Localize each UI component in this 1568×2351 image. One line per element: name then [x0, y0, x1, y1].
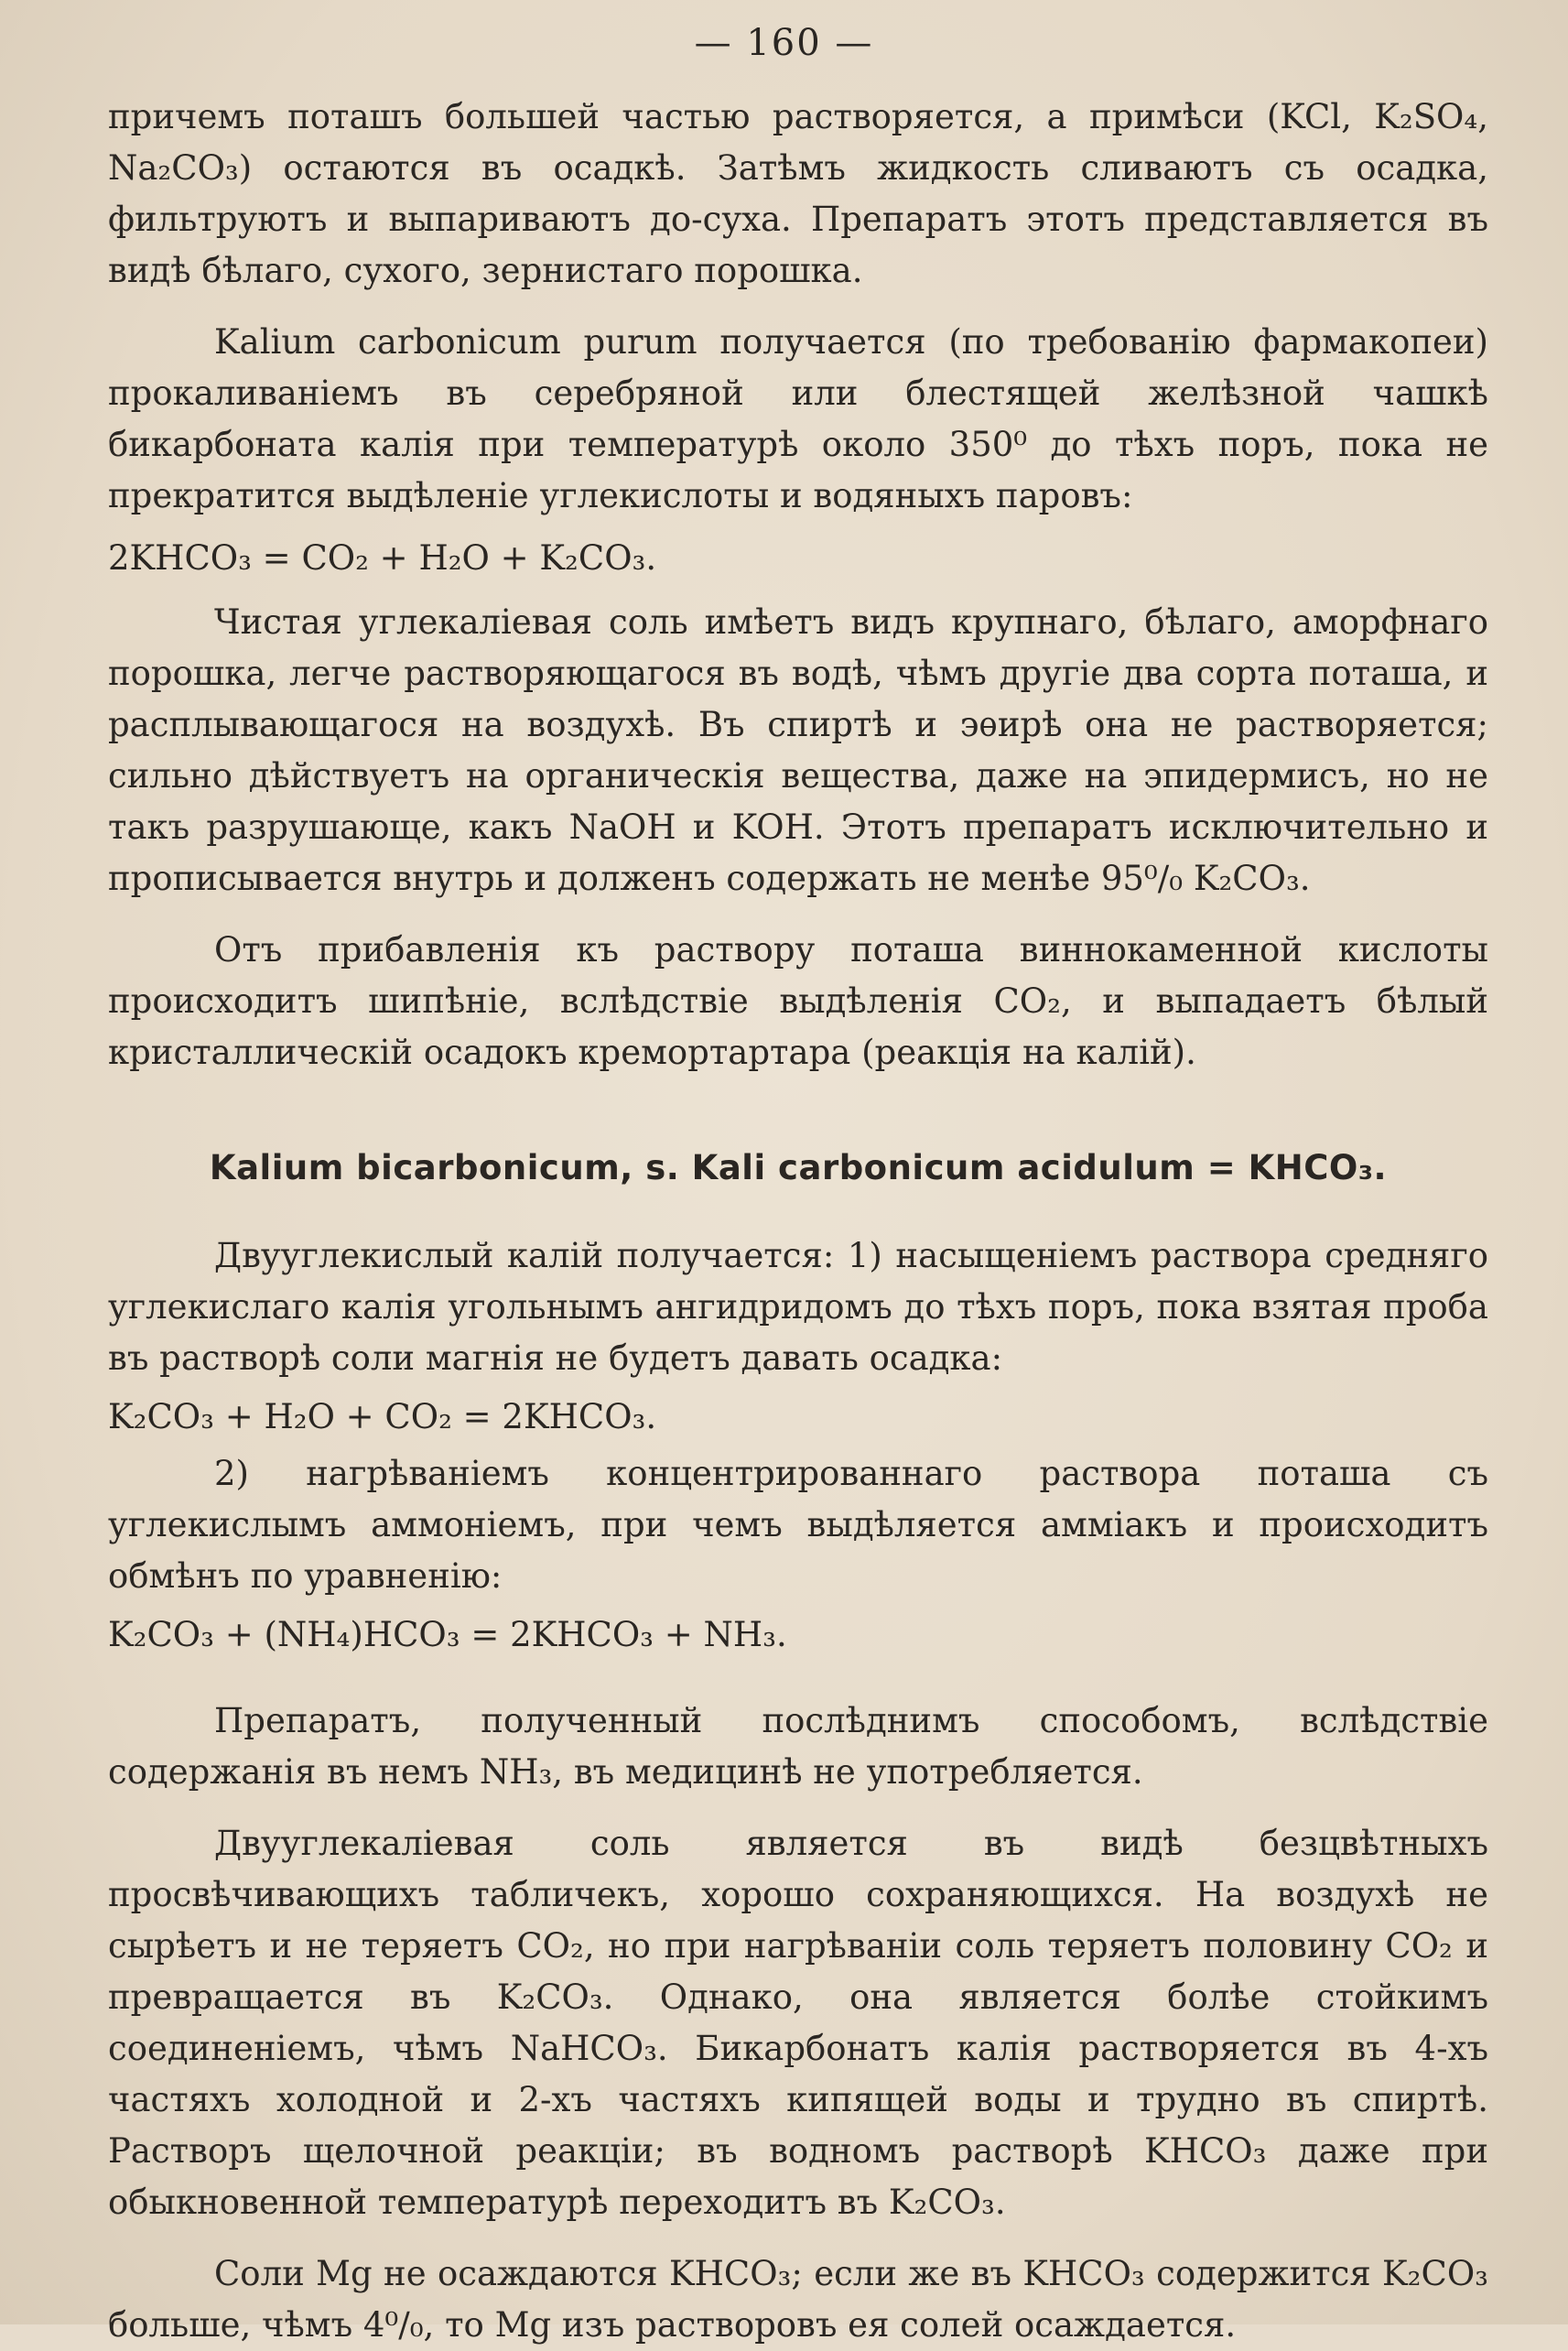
- paragraph-potash-purification: причемъ поташъ большей частью растворяется, а примѣси (KCl, K₂SO₄, Na₂CO₃) остаются въ осадкѣ. Затѣмъ жидкость сливаютъ съ осадка, фильтруютъ и выпариваютъ до-суха. Препаратъ этотъ представляется въ видѣ бѣлаго, сухого, зернистаго порошка.: [108, 97, 1488, 290]
- paragraph-bicarbonate-preparation-2: 2) нагрѣваніемъ концентрированнаго раствора поташа съ углекислымъ аммоніемъ, при чемъ выдѣляется амміакъ и происходитъ обмѣнъ по уравненію:: [108, 1454, 1488, 1596]
- section-heading-kalium-bicarbonicum: Kalium bicarbonicum, s. Kali carbonicum acidulum = KHCO₃.: [209, 1148, 1388, 1187]
- paragraph-pure-salt-properties: Чистая углекаліевая соль имѣетъ видъ крупнаго, бѣлаго, аморфнаго порошка, легче растворяющагося въ водѣ, чѣмъ другіе два сорта поташа, и расплывающагося на воздухѣ. Въ спиртѣ и эѳирѣ она не растворяется; сильно дѣйствуетъ на органическія вещества, даже на эпидермисъ, но не такъ разрушающе, какъ NaOH и KOH. Этотъ препаратъ исключительно и прописывается внутрь и долженъ содержать не менѣе 95⁰/₀ K₂CO₃.: [108, 602, 1488, 898]
- paragraph-kalium-carbonicum-purum: Kalium carbonicum purum получается (по требованію фармакопеи) прокаливаніемъ въ серебряной или блестящей желѣзной чашкѣ бикарбоната калія при температурѣ около 350⁰ до тѣхъ поръ, пока не прекратится выдѣленіе углекислоты и водяныхъ паровъ:: [108, 322, 1488, 515]
- formula-ammonium-exchange: K₂CO₃ + (NH₄)HCO₃ = 2KHCO₃ + NH₃.: [108, 1615, 787, 1654]
- formula-carbonation: K₂CO₃ + H₂O + CO₂ = 2KHCO₃.: [108, 1397, 657, 1436]
- paragraph-tartaric-acid-reaction: Отъ прибавленія къ раствору поташа виннокаменной кислоты происходитъ шипѣніе, вслѣдствіе выдѣленія CO₂, и выпадаетъ бѣлый кристаллическій осадокъ кремортартара (реакція на калій).: [108, 930, 1488, 1072]
- page-number: — 160 —: [694, 22, 874, 64]
- page-body: [108, 92, 1488, 2351]
- paragraph-bicarbonate-properties: Двууглекаліевая соль является въ видѣ безцвѣтныхъ просвѣчивающихъ табличекъ, хорошо сохраняющихся. На воздухѣ не сырѣетъ и не теряетъ CO₂, но при нагрѣваніи соль теряетъ половину CO₂ и превращается въ K₂CO₃. Однако, она является болѣе стойкимъ соединеніемъ, чѣмъ NaHCO₃. Бикарбонатъ калія растворяется въ 4-хъ частяхъ холодной и 2-хъ частяхъ кипящей воды и трудно въ спиртѣ. Растворъ щелочной реакціи; въ водномъ растворѣ KHCO₃ даже при обыкновенной температурѣ переходитъ въ K₂CO₃.: [108, 1824, 1488, 2222]
- paragraph-bicarbonate-preparation-1: Двууглекислый калій получается: 1) насыщеніемъ раствора средняго углекислаго калія угольнымъ ангидридомъ до тѣхъ поръ, пока взятая проба въ растворѣ соли магнія не будетъ давать осадка:: [108, 1236, 1488, 1378]
- paragraph-magnesium-test: Соли Mg не осаждаются KHCO₃; если же въ KHCO₃ содержится K₂CO₃ больше, чѣмъ 4⁰/₀, то Mg изъ растворовъ ея солей осаждается.: [108, 2254, 1488, 2345]
- paragraph-ammonia-note: Препаратъ, полученный послѣднимъ способомъ, вслѣдствіе содержанія въ немъ NH₃, въ медицинѣ не употребляется.: [108, 1701, 1488, 1792]
- formula-bicarbonate-decomposition: 2KHCO₃ = CO₂ + H₂O + K₂CO₃.: [108, 538, 657, 578]
